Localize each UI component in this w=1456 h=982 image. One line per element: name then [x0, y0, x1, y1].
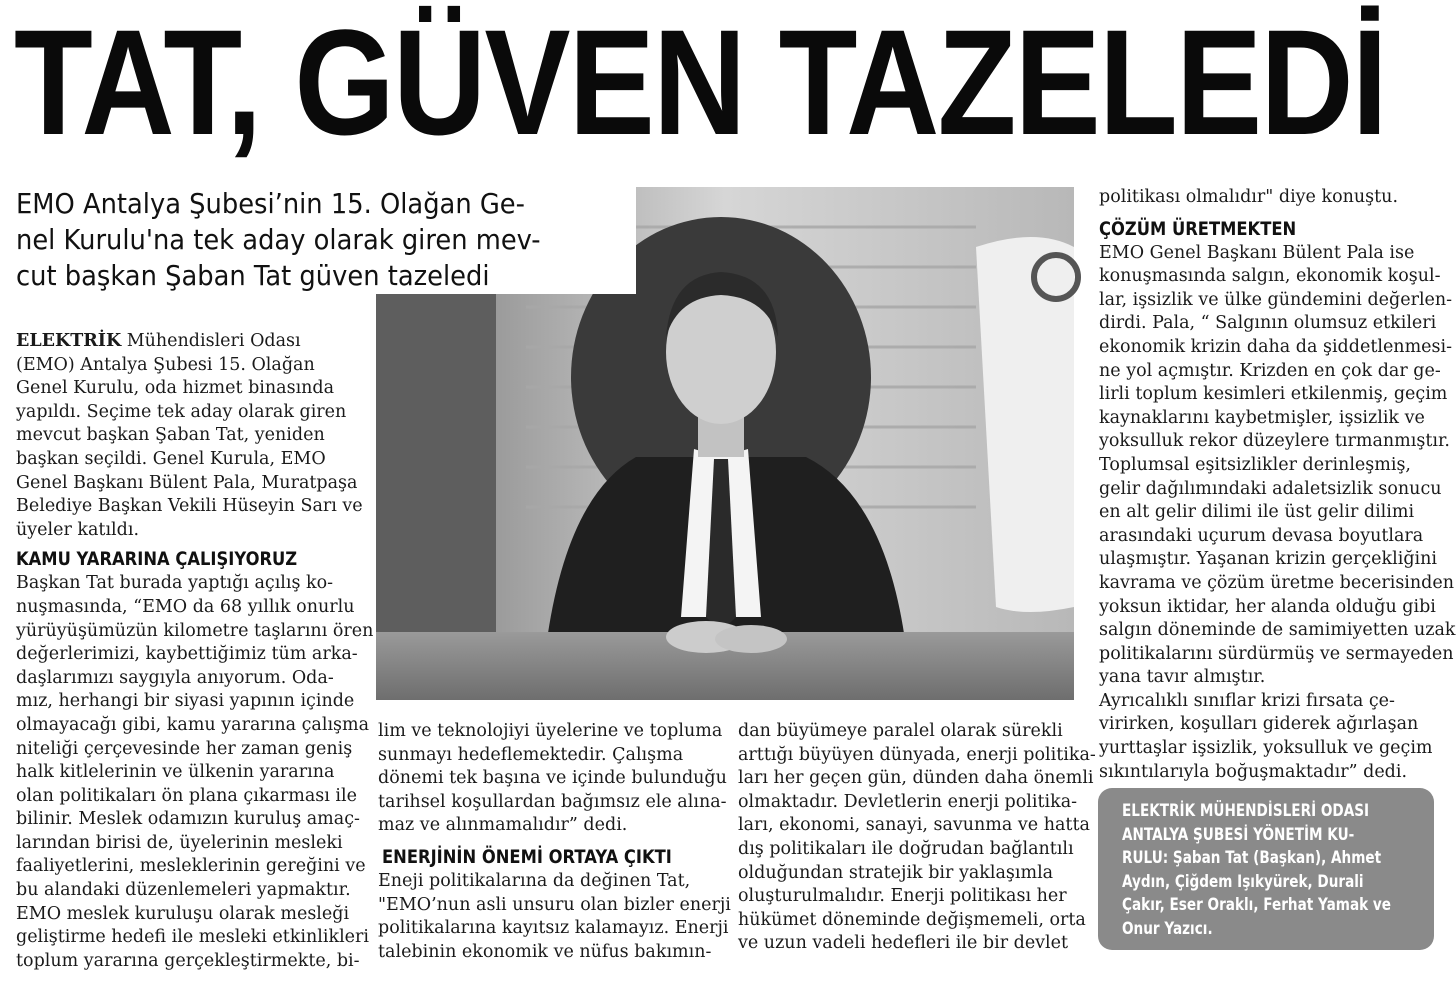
text-line: politikalarına kayıtsız kalamayız. Enerji	[378, 918, 729, 939]
text-line: hükümet döneminde değişmemeli, orta	[738, 909, 1086, 930]
deck-line: cut başkan Şaban Tat güven tazeledi	[16, 259, 490, 292]
infobox-line: ELEKTRİK MÜHENDİSLERİ ODASI	[1122, 801, 1370, 821]
text-line: faaliyetlerini, mesleklerinin gereğini ve	[16, 856, 366, 877]
text-line: mevcut başkan Şaban Tat, yeniden	[16, 425, 325, 446]
text-line: ları, ekonomi, sanayi, savunma ve hatta	[738, 815, 1090, 836]
text-line: dirdi. Pala, “ Salgının olumsuz etkileri	[1099, 313, 1437, 334]
text-line: virirken, koşulları giderek ağırlaşan	[1099, 714, 1419, 735]
text-line: sıkıntılarıyla boğuşmaktadır” dedi.	[1099, 761, 1408, 782]
text-line: lar, işsizlik ve ülke gündemini değerlen-	[1099, 289, 1453, 310]
text-line: değerlerimizi, kaybettiğimiz tüm arka-	[16, 644, 358, 665]
text-line: oluşturulmalıdır. Enerji politikası her	[738, 886, 1067, 907]
board-members-box	[1098, 788, 1434, 950]
text-line: yoksun iktidar, her alanda olduğu gibi	[1099, 596, 1436, 617]
subhead: ENERJİNİN ÖNEMİ ORTAYA ÇIKTI	[382, 845, 672, 868]
text-line: başkan seçildi. Genel Kurula, EMO	[16, 448, 326, 469]
subhead: KAMU YARARINA ÇALIŞIYORUZ	[16, 548, 298, 571]
text-line: "EMO’nun asli unsuru olan bizler enerji	[378, 894, 731, 915]
column-3	[738, 720, 1096, 956]
text-line: en alt gelir dilimi ile üst gelir dilimi	[1099, 502, 1415, 523]
text-line: yoksulluk rekor düzeylere tırmanmıştır.	[1099, 431, 1450, 452]
text-line: olan politikaları ön plana çıkarması ile	[16, 785, 357, 806]
text-line: arasındaki uçurum devasa boyutlara	[1099, 525, 1424, 546]
text-line: ekonomik krizin daha da şiddetlenmesi-	[1099, 336, 1453, 357]
text-line: politikası olmalıdır" diye konuştu.	[1099, 187, 1399, 207]
subhead: ÇÖZÜM ÜRETMEKTEN	[1099, 217, 1297, 240]
column-4	[1099, 186, 1456, 784]
lead-bold: ELEKTRİK	[16, 331, 122, 351]
infobox-line: Çakır, Eser Oraklı, Ferhat Yamak ve	[1122, 895, 1391, 915]
text-line: mız, herhangi bir siyasi yapının içinde	[16, 691, 355, 712]
text-line: Toplumsal eşitsizlikler derinleşmiş,	[1099, 454, 1411, 475]
lead-first-rest: Mühendisleri Odası	[121, 331, 301, 351]
text-line: niteliği çerçevesinde her zaman geniş	[16, 738, 353, 759]
text-line: EMO Genel Başkanı Bülent Pala ise	[1099, 242, 1415, 263]
text-line: bu alandaki düzenlemeleri yapmaktır.	[16, 880, 351, 901]
text-line: gelir dağılımındaki adaletsizlik sonucu	[1099, 478, 1442, 499]
text-line: dış politikaları ile doğrudan bağlantılı	[738, 838, 1074, 859]
text-line: ne yol açmıştır. Krizden en çok dar ge-	[1099, 360, 1441, 381]
infobox-line: Aydın, Çiğdem Işıkyürek, Durali	[1122, 871, 1364, 892]
infobox-line: Onur Yazıcı.	[1122, 918, 1213, 939]
infobox-line: RULU: Şaban Tat (Başkan), Ahmet	[1122, 848, 1382, 868]
column-1	[16, 330, 374, 973]
text-line: Eneji politikalarına da değinen Tat,	[378, 870, 691, 891]
text-line: Belediye Başkan Vekili Hüseyin Sarı ve	[16, 496, 363, 517]
text-line: Başkan Tat burada yaptığı açılış ko-	[16, 573, 334, 594]
text-line: dan büyümeye paralel olarak sürekli	[738, 721, 1063, 741]
text-line: daşlarımızı saygıyla anıyorum. Oda-	[16, 667, 334, 688]
deck-line: nel Kurulu'na tek aday olarak giren mev-	[16, 223, 541, 256]
text-line: konuşmasında salgın, ekonomik koşul-	[1099, 266, 1441, 287]
text-line: Genel Başkanı Bülent Pala, Muratpaşa	[16, 472, 358, 493]
deck	[16, 186, 636, 294]
text-line: toplum yararına gerçekleştirmekte, bi-	[16, 950, 360, 971]
text-line: salgın döneminde de samimiyetten uzak	[1099, 620, 1456, 641]
text-line: EMO meslek kuruluşu olarak mesleği	[16, 903, 350, 924]
infobox-line: ANTALYA ŞUBESİ YÖNETİM KU-	[1122, 824, 1355, 845]
text-line: dönemi tek başına ve içinde bulunduğu	[378, 768, 727, 789]
headline: TAT, GÜVEN TAZELEDİ	[14, 0, 1386, 166]
text-line: arttığı büyüyen dünyada, enerji politika-	[738, 744, 1096, 765]
text-line: yurttaşlar işsizlik, yoksulluk ve geçim	[1099, 738, 1433, 759]
text-line: olmaktadır. Devletlerin enerji politika-	[738, 791, 1078, 812]
text-line: yapıldı. Seçime tek aday olarak giren	[16, 401, 347, 422]
text-line: olduğundan stratejik bir yaklaşımla	[738, 862, 1054, 883]
text-line: bilinir. Meslek odamızın kuruluş amaç-	[16, 809, 360, 830]
text-line: olmayacağı gibi, kamu yararına çalışma	[16, 714, 370, 735]
text-line: halk kitlelerinin ve ülkenin yararına	[16, 762, 335, 783]
text-line: tarihsel koşullardan bağımsız ele alına-	[378, 791, 727, 812]
text-line: ları her geçen gün, dünden daha önemli	[738, 768, 1094, 789]
deck-line: EMO Antalya Şubesi’nin 15. Olağan Ge-	[16, 187, 525, 220]
text-line: üyeler katıldı.	[16, 519, 140, 540]
text-line: kaynaklarını kaybetmişler, işsizlik ve	[1099, 407, 1425, 428]
text-line: ulaşmıştır. Yaşanan krizin gerçekliğini	[1099, 549, 1437, 570]
text-line: geliştirme hedefi ile mesleki etkinlikleri	[16, 927, 369, 948]
text-line: sunmayı hedeflemektedir. Çalışma	[378, 744, 684, 765]
text-line: lirli toplum kesimleri etkilenmiş, geçim	[1099, 384, 1448, 405]
column-2	[378, 720, 731, 964]
text-line: nuşmasında, “EMO da 68 yıllık onurlu	[16, 596, 355, 617]
text-line: kavrama ve çözüm üretme becerisinden	[1099, 572, 1454, 593]
text-line: ve uzun vadeli hedefleri ile bir devlet	[738, 933, 1069, 954]
text-line: talebinin ekonomik ve nüfus bakımın-	[378, 941, 712, 962]
text-line: larından birisi de, üyelerinin mesleki	[16, 832, 343, 853]
text-line: yana tavır almıştır.	[1099, 667, 1266, 688]
lead-first-line	[16, 330, 366, 354]
text-line: (EMO) Antalya Şubesi 15. Olağan	[16, 354, 315, 375]
text-line: Genel Kurulu, oda hizmet binasında	[16, 378, 335, 399]
text-line: politikalarını sürdürmüş ve sermayeden	[1099, 643, 1454, 664]
text-line: lim ve teknolojiyi üyelerine ve topluma	[378, 721, 723, 741]
text-line: maz ve alınmamalıdır” dedi.	[378, 815, 628, 836]
text-line: Ayrıcalıklı sınıflar krizi fırsata çe-	[1099, 690, 1395, 711]
text-line: yürüyüşümüzün kilometre taşlarını ören	[16, 620, 374, 641]
